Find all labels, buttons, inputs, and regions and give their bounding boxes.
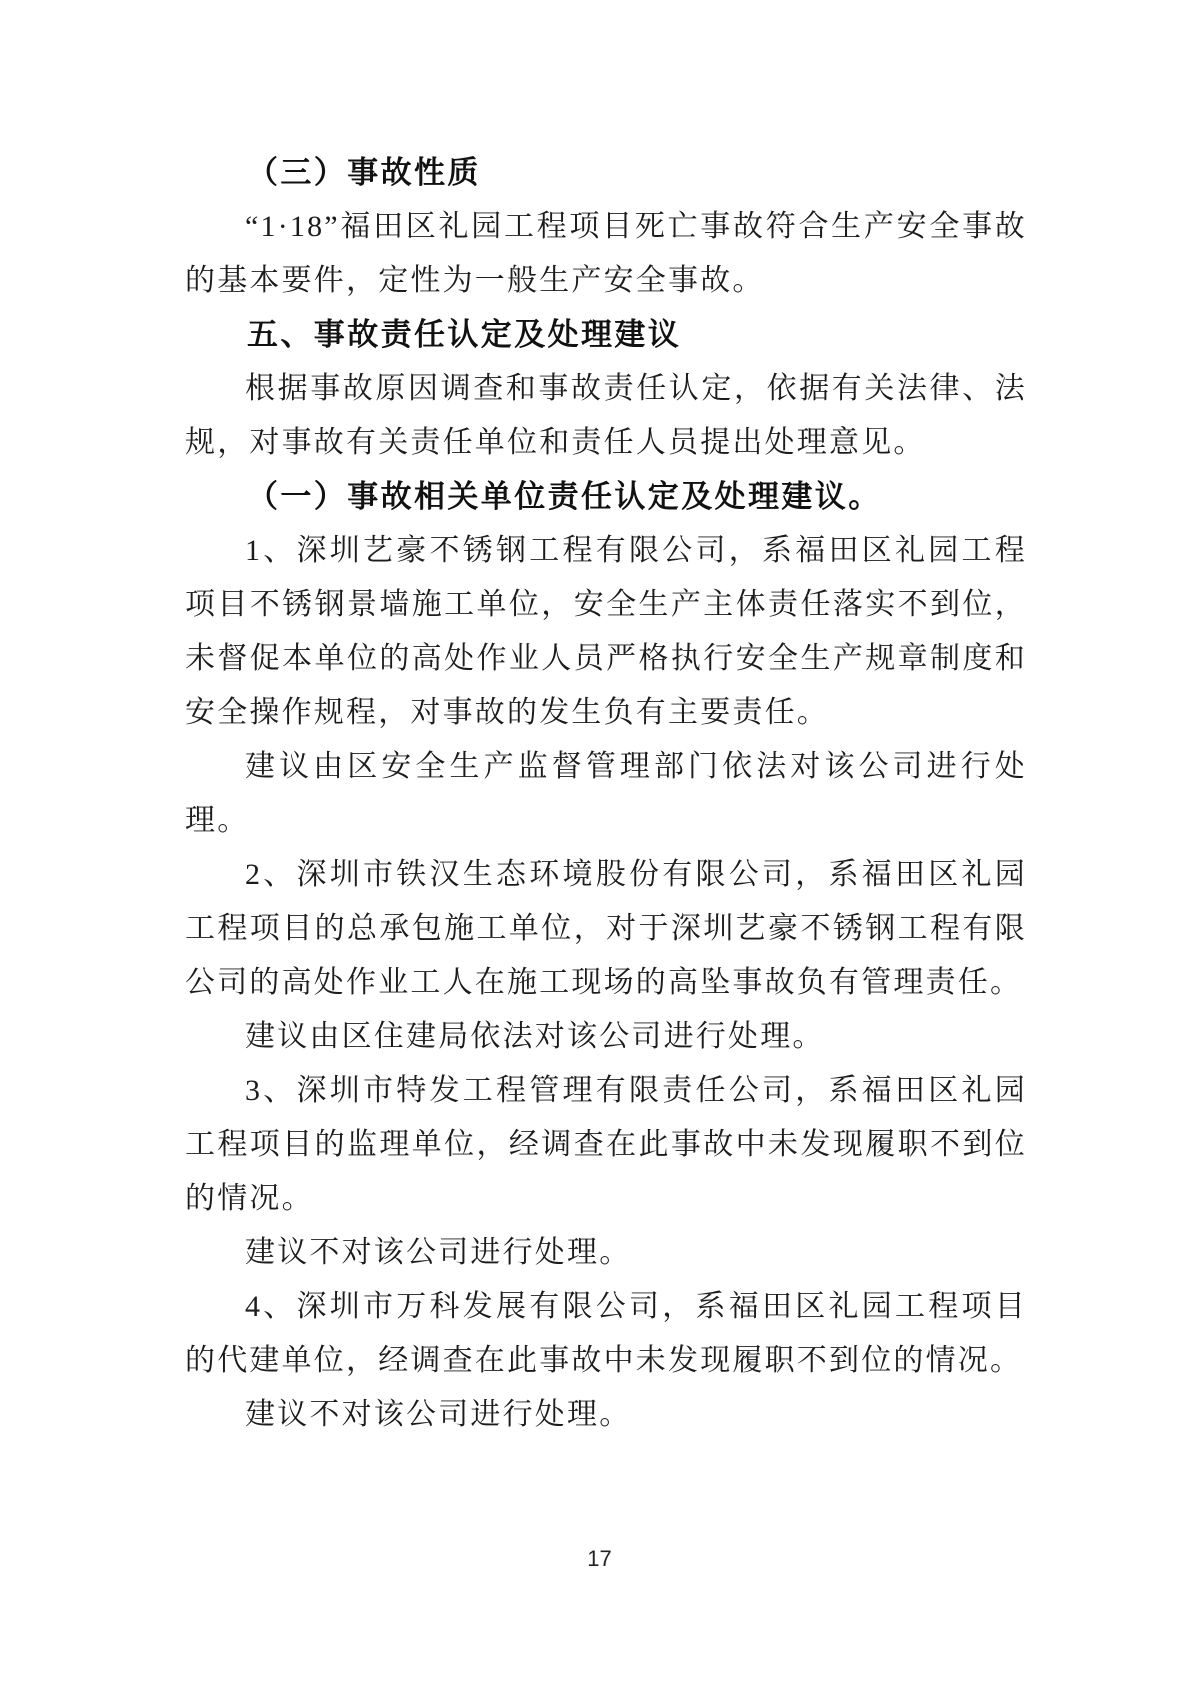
paragraph-unit-2-suggestion: 建议由区住建局依法对该公司进行处理。	[245, 1020, 825, 1053]
paragraph-accident-nature-body: “1·18”福田区礼园工程项目死亡事故符合生产安全事故的基本要件，定性为一般生产安全事故。	[185, 210, 1027, 297]
paragraph-unit-1-yihao: 1、深圳艺豪不锈钢工程有限公司，系福田区礼园工程项目不锈钢景墙施工单位，安全生产主体责任落实不到位，未督促本单位的高处作业人员严格执行安全生产规章制度和安全操作规程，对事故的发生负有主要责任。	[185, 534, 1027, 729]
paragraph-unit-3-tefa: 3、深圳市特发工程管理有限责任公司，系福田区礼园工程项目的监理单位，经调查在此事故中未发现履职不到位的情况。	[185, 1074, 1027, 1215]
paragraph-responsibility-intro: 根据事故原因调查和事故责任认定，依据有关法律、法规，对事故有关责任单位和责任人员提出处理意见。	[185, 372, 1027, 459]
paragraph-unit-4-vanke: 4、深圳市万科发展有限公司，系福田区礼园工程项目的代建单位，经调查在此事故中未发现履职不到位的情况。	[185, 1290, 1027, 1377]
heading-section-5-responsibility: 五、事故责任认定及处理建议	[247, 317, 682, 352]
paragraph-unit-3-suggestion: 建议不对该公司进行处理。	[245, 1236, 632, 1269]
heading-unit-responsibility: （一）事故相关单位责任认定及处理建议。	[247, 479, 882, 514]
heading-accident-nature: （三）事故性质	[247, 155, 481, 190]
paragraph-unit-1-suggestion: 建议由区安全生产监督管理部门依法对该公司进行处理。	[185, 750, 1027, 837]
paragraph-unit-2-tiehan: 2、深圳市铁汉生态环境股份有限公司，系福田区礼园工程项目的总承包施工单位，对于深圳艺豪不锈钢工程有限公司的高处作业工人在施工现场的高坠事故负有管理责任。	[185, 858, 1027, 999]
document-body	[185, 146, 1027, 1442]
page-number: 17	[587, 1546, 612, 1571]
paragraph-unit-4-suggestion: 建议不对该公司进行处理。	[245, 1398, 632, 1431]
